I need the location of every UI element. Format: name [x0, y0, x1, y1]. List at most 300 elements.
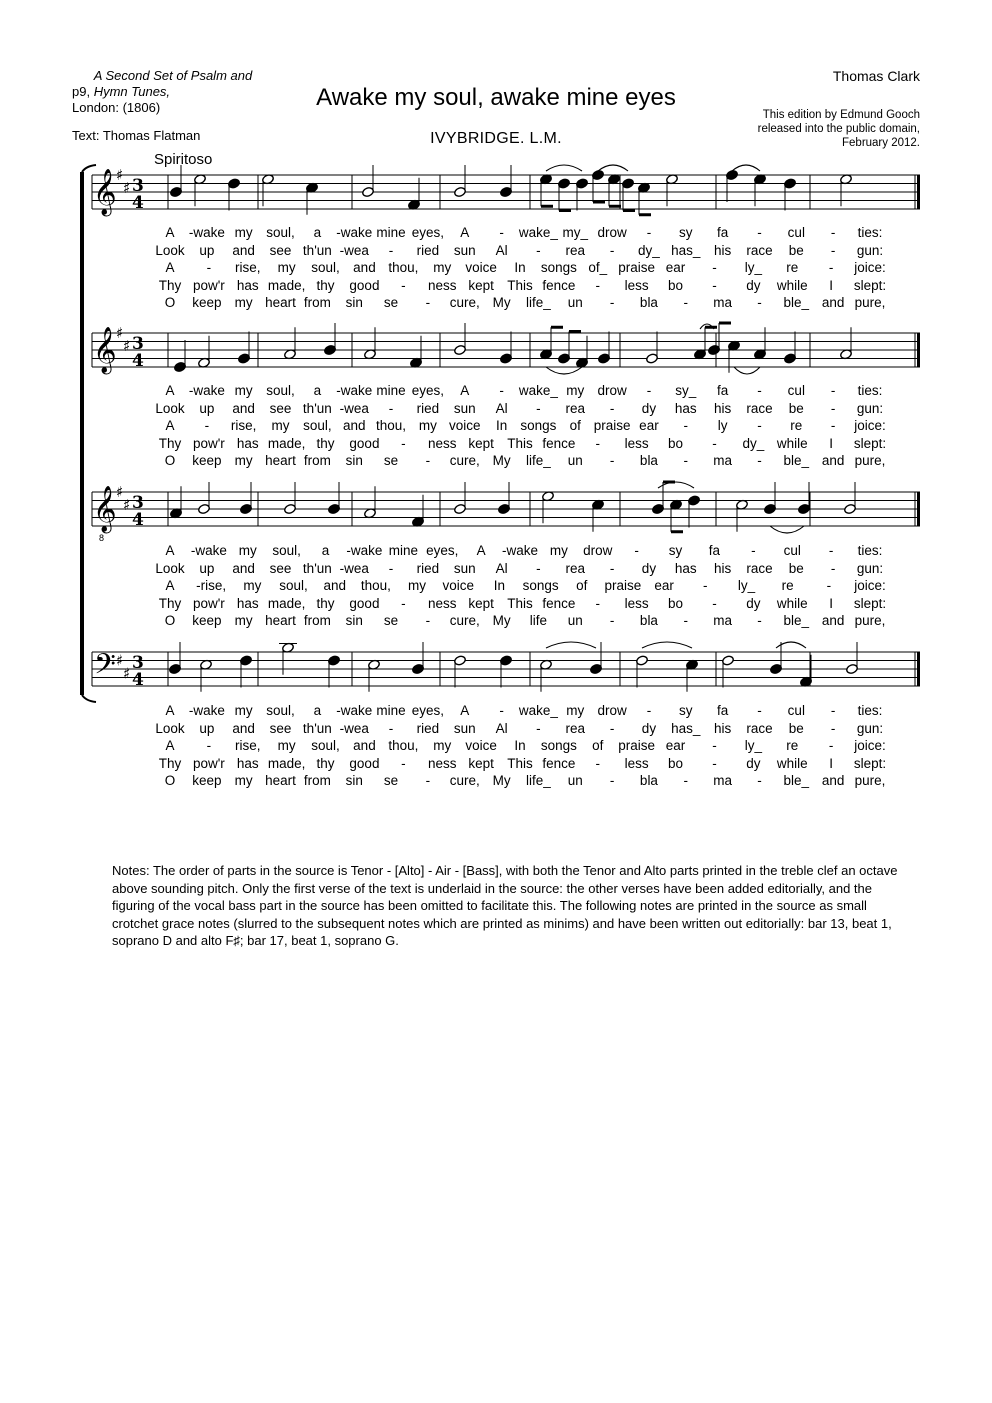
syllable: good: [349, 755, 380, 771]
syllable: while: [776, 595, 808, 611]
syllable: O: [164, 295, 176, 311]
syllable: ear: [639, 418, 659, 434]
syllable: bla: [639, 613, 658, 629]
syllable: re: [786, 738, 799, 754]
syllable: un: [567, 295, 583, 311]
syllable: soul,: [311, 260, 340, 276]
syllable: -: [830, 383, 836, 398]
syllable: -: [828, 543, 834, 558]
syllable: see: [269, 400, 292, 416]
staff-4: [92, 648, 920, 690]
syllable: thou,: [360, 578, 391, 594]
syllable: and: [232, 720, 255, 736]
syllable: ried: [416, 720, 440, 736]
quarter-note: [170, 486, 183, 519]
syllable: songs: [520, 418, 557, 434]
syllable: -: [712, 277, 717, 293]
edition-line-2: released into the public domain,: [757, 123, 920, 135]
syllable: fence: [542, 277, 576, 293]
syllable: fence: [542, 595, 576, 611]
syllable: -: [609, 560, 615, 576]
syllable: -: [757, 225, 762, 240]
syllable: sy: [679, 703, 693, 718]
eighth-note: [592, 169, 605, 202]
syllable: ried: [416, 242, 440, 258]
syllable: A: [476, 543, 486, 558]
syllable: se: [383, 773, 399, 789]
syllable: my: [566, 703, 585, 718]
syllable: ly: [717, 418, 728, 434]
syllable: Thy: [158, 435, 182, 451]
syllable: pow'r: [192, 755, 225, 771]
syllable: keep: [192, 773, 222, 789]
syllable: In: [493, 578, 506, 594]
syllable: up: [199, 400, 215, 416]
syllable: and: [232, 242, 255, 258]
syllable: -: [712, 738, 717, 754]
syllable: ness: [427, 277, 457, 293]
syllable: rea: [565, 560, 586, 576]
syllable: rea: [565, 400, 586, 416]
syllable: ear: [665, 260, 686, 276]
syllable: pure,: [854, 453, 886, 469]
syllable: has: [236, 595, 259, 611]
quarter-note: [686, 659, 699, 692]
bass-clef-icon: 𝄢: [94, 648, 116, 688]
sharp-icon: ♯: [116, 651, 124, 670]
syllable: gun:: [856, 720, 884, 736]
syllable: -wea: [339, 560, 369, 576]
syllable: -wake: [188, 703, 225, 718]
syllable: race: [746, 242, 773, 258]
syllable: sun: [453, 242, 476, 258]
verse-5: [0, 772, 992, 790]
slur: [734, 367, 760, 374]
quarter-note: [174, 340, 187, 373]
syllable: -: [388, 720, 394, 736]
syllable: -wea: [339, 720, 369, 736]
quarter-note: [412, 495, 425, 528]
syllable: -wake: [501, 543, 539, 558]
syllable: re: [781, 578, 794, 594]
syllable: -: [683, 773, 689, 789]
syllable: has: [236, 755, 259, 771]
slur: [546, 165, 582, 171]
syllable: sy_: [675, 383, 697, 398]
syllable: bla: [639, 453, 658, 469]
quarter-note: [764, 482, 777, 515]
slur: [770, 526, 804, 533]
syllable: race: [746, 560, 773, 576]
quarter-note: [688, 495, 701, 528]
syllable: and: [821, 453, 845, 469]
time-signature-upper: 3: [132, 334, 144, 354]
syllable: songs: [522, 578, 559, 594]
syllable: -: [757, 773, 762, 789]
treble-clef-icon: 𝄞: [93, 327, 117, 373]
syllable: sin: [345, 295, 363, 311]
syllable: ble_: [783, 773, 810, 789]
syllable: -: [757, 703, 762, 718]
verse-3: [0, 417, 992, 435]
syllable: and: [821, 773, 845, 789]
quarter-note: [598, 332, 611, 365]
syllable: -: [830, 242, 836, 258]
half-note: [840, 174, 853, 207]
syllable: gun:: [856, 242, 884, 258]
half-note: [454, 655, 467, 688]
verse-5: [0, 452, 992, 470]
syllable: eyes,: [411, 383, 445, 398]
syllable: praise: [604, 578, 642, 594]
quarter-note: [784, 332, 797, 365]
quarter-note: [324, 323, 337, 356]
syllable: good: [349, 277, 380, 293]
syllable: has_: [671, 242, 701, 258]
syllable: ness: [427, 435, 457, 451]
syllable: cul: [787, 225, 805, 240]
syllable: kept: [468, 277, 494, 293]
syllable: -: [595, 277, 601, 293]
syllable: my: [271, 418, 290, 434]
syllable: -: [757, 295, 762, 311]
syllable: -: [830, 418, 836, 434]
verse-1: [0, 542, 992, 560]
syllable: se: [383, 613, 399, 629]
time-signature-lower: 4: [132, 670, 144, 690]
syllable: -: [425, 295, 431, 311]
half-note: [284, 482, 297, 515]
syllable: fa: [716, 703, 729, 718]
quarter-note: [770, 642, 783, 675]
syllable: dy: [641, 720, 657, 736]
syllable: -: [757, 453, 762, 469]
syllable: soul,: [272, 543, 301, 558]
syllable: heart: [265, 453, 296, 469]
syllable: -: [830, 703, 836, 718]
syllable: mine: [376, 225, 406, 240]
syllable: -wake: [190, 543, 227, 558]
syllable: bo: [668, 435, 684, 451]
syllable: thou,: [388, 738, 419, 754]
syllable: cul: [787, 703, 805, 718]
syllable: praise: [593, 418, 631, 434]
syllable: -: [609, 613, 615, 629]
syllable: -: [712, 435, 717, 451]
final-barline-thick: [917, 175, 920, 209]
half-note: [844, 482, 857, 515]
eighth-note: [558, 332, 581, 365]
syllable: Look: [155, 400, 185, 416]
syllable: drow: [597, 225, 627, 240]
half-note: [454, 482, 467, 515]
syllable: slept:: [853, 755, 887, 771]
syllable: thy: [316, 277, 335, 293]
syllable: heart: [265, 295, 296, 311]
quarter-note: [754, 327, 767, 360]
syllable: re: [790, 418, 803, 434]
syllable: -: [826, 578, 832, 594]
syllable: th'un: [302, 242, 332, 258]
syllable: my: [566, 383, 585, 398]
syllable: I: [829, 435, 833, 451]
verse-4: [0, 755, 992, 773]
syllable: -: [388, 242, 394, 258]
syllable: th'un: [302, 400, 332, 416]
syllable: -wake: [336, 703, 373, 718]
syllable: -: [683, 418, 689, 434]
syllable: sun: [453, 720, 476, 736]
syllable: -: [536, 400, 541, 416]
final-barline-thick: [917, 652, 920, 686]
syllable: and: [323, 578, 346, 594]
syllable: my: [234, 295, 253, 311]
syllable: ma: [713, 295, 733, 311]
syllable: A: [165, 383, 175, 398]
syllable: cul: [783, 543, 801, 558]
syllable: -: [646, 225, 652, 240]
syllable: less: [624, 595, 649, 611]
syllable: fence: [542, 755, 576, 771]
syllable: dy: [746, 277, 761, 293]
quarter-note: [412, 642, 425, 675]
syllable: -: [828, 260, 834, 276]
quarter-note: [240, 655, 253, 688]
syllable: -: [609, 295, 615, 311]
half-note: [454, 323, 467, 356]
syllable: Look: [155, 560, 185, 576]
syllable: -: [425, 453, 431, 469]
syllable: -: [703, 578, 708, 594]
source-place: London: (1806): [72, 100, 161, 115]
syllable: rea: [565, 720, 586, 736]
verse-4: [0, 595, 992, 613]
syllable: ble_: [783, 613, 810, 629]
syllable: pow'r: [192, 435, 225, 451]
half-note: [368, 659, 381, 692]
syllable: from: [303, 295, 331, 311]
slur: [642, 642, 692, 648]
syllable: from: [303, 773, 331, 789]
quarter-note: [576, 336, 589, 369]
syllable: ried: [416, 560, 440, 576]
half-note: [364, 327, 377, 360]
syllable: a: [313, 703, 322, 718]
tune-name: IVYBRIDGE. L.M.: [430, 130, 562, 147]
quarter-note: [592, 499, 605, 532]
treble-clef-icon: 𝄞: [93, 169, 117, 215]
syllable: dy: [641, 400, 657, 416]
verse-1: [0, 702, 992, 720]
syllable: Al: [495, 242, 508, 258]
syllable: and: [821, 295, 845, 311]
syllable: eyes,: [426, 543, 459, 558]
syllable: gun:: [856, 400, 884, 416]
syllable: thou,: [376, 418, 407, 434]
syllable: -: [757, 613, 762, 629]
quarter-note: [306, 182, 319, 215]
syllable: up: [199, 242, 215, 258]
sharp-icon: ♯: [116, 324, 124, 342]
syllable: and: [232, 560, 255, 576]
syllable: -: [499, 383, 504, 398]
syllable: my_: [562, 225, 589, 240]
composer: Thomas Clark: [832, 68, 920, 84]
sharp-icon: ♯: [123, 664, 131, 683]
syllable: good: [349, 595, 380, 611]
syllable: see: [269, 242, 292, 258]
syllable: praise: [618, 260, 656, 276]
syllable: my: [234, 613, 253, 629]
syllable: -: [751, 543, 756, 558]
syllable: bo: [668, 755, 684, 771]
syllable: un: [567, 613, 583, 629]
syllable: gun:: [856, 560, 884, 576]
editorial-notes: Notes: The order of parts in the source is Tenor - [Alto] - Air - [Bass], with both the Tenor and Alto parts printed in the treble clef an octave above sounding pitch. Only the first verse of the text is underlaid in the source: the other verses have been added editorially, and the figuring of the vocal bass part in the source has been omitted to facilitate this. The following notes are printed in the source as small crotchet grace notes (slurred to the subsequent notes which are printed as minims) and have been written out editorially: bar 13, beat 1, soprano D and alto F♯; bar 17, beat 1, soprano G.: [112, 863, 898, 949]
syllable: -: [401, 755, 406, 771]
syllable: thy: [316, 755, 335, 771]
syllable: bo: [668, 277, 684, 293]
syllable: rise,: [235, 260, 261, 276]
syllable: -: [401, 595, 406, 611]
syllable: joice:: [854, 738, 886, 754]
syllable: and: [821, 613, 845, 629]
verse-2: [0, 242, 992, 260]
syllable: This: [507, 595, 533, 611]
syllable: -wake: [346, 543, 383, 558]
slur: [598, 165, 628, 171]
syllable: -: [683, 453, 689, 469]
syllable: slept:: [853, 277, 887, 293]
text-credit: Text: Thomas Flatman: [72, 128, 201, 143]
half-note: [198, 482, 211, 515]
verse-5: [0, 612, 992, 630]
syllable: My: [492, 295, 511, 311]
syllable: mine: [376, 383, 406, 398]
syllable: my: [243, 578, 262, 594]
syllable: see: [269, 560, 292, 576]
syllable: his: [713, 560, 732, 576]
syllable: good: [349, 435, 380, 451]
syllable: joice:: [854, 260, 886, 276]
syllable: I: [829, 755, 833, 771]
syllable: cure,: [449, 773, 480, 789]
syllable: voice: [442, 578, 474, 594]
syllable: Thy: [158, 277, 182, 293]
syllable: my: [238, 543, 257, 558]
sharp-icon: ♯: [116, 166, 124, 184]
syllable: sun: [453, 560, 476, 576]
syllable: O: [164, 453, 176, 469]
syllable: pow'r: [192, 595, 225, 611]
syllable: my: [277, 260, 296, 276]
half-note: [364, 486, 377, 519]
syllable: wake_: [518, 703, 558, 718]
syllable: ma: [713, 773, 733, 789]
verse-1: [0, 382, 992, 400]
lyrics-system-1: [0, 224, 992, 312]
syllable: -wea: [339, 400, 369, 416]
syllable: -: [536, 720, 541, 736]
syllable: ness: [427, 595, 457, 611]
syllable: -: [757, 418, 762, 434]
time-signature-upper: 3: [132, 493, 144, 513]
syllable: race: [746, 400, 773, 416]
quarter-note: [169, 642, 182, 675]
syllable: be: [788, 560, 804, 576]
syllable: voice: [465, 260, 497, 276]
syllable: slept:: [853, 435, 887, 451]
syllable: of: [576, 578, 588, 594]
syllable: My: [492, 613, 511, 629]
syllable: dy: [746, 755, 761, 771]
half-note: [840, 327, 853, 360]
syllable: drow: [597, 703, 627, 718]
syllable: dy: [641, 560, 657, 576]
syllable: -: [683, 613, 689, 629]
syllable: sun: [453, 400, 476, 416]
quarter-note: [500, 332, 513, 365]
half-note: [722, 655, 735, 688]
syllable: my: [277, 738, 296, 754]
syllable: life_: [526, 773, 551, 789]
bracket-bottom: [82, 695, 96, 702]
syllable: -: [712, 260, 717, 276]
eighth-note: [540, 327, 563, 360]
verse-4: [0, 277, 992, 295]
syllable: my: [433, 738, 452, 754]
syllable: -wea: [339, 242, 369, 258]
quarter-note: [784, 178, 797, 211]
syllable: and: [353, 738, 376, 754]
syllable: pure,: [854, 613, 886, 629]
syllable: ma: [713, 613, 733, 629]
syllable: Look: [155, 242, 185, 258]
verse-2: [0, 720, 992, 738]
syllable: -wake: [336, 225, 373, 240]
syllable: th'un: [302, 720, 332, 736]
quarter-note: [328, 655, 341, 688]
sharp-icon: ♯: [116, 483, 124, 501]
syllable: In: [495, 418, 508, 434]
syllable: soul,: [279, 578, 308, 594]
syllable: ties:: [857, 383, 883, 398]
syllable: -: [595, 435, 601, 451]
syllable: of_: [588, 260, 608, 276]
syllable: soul,: [266, 225, 295, 240]
syllable: fa: [708, 543, 721, 558]
half-note: [454, 165, 467, 198]
syllable: slept:: [853, 595, 887, 611]
final-barline-thick: [917, 492, 920, 526]
syllable: heart: [265, 773, 296, 789]
syllable: A: [165, 225, 175, 240]
sharp-icon: ♯: [123, 178, 131, 197]
syllable: a: [313, 383, 322, 398]
syllable: fa: [716, 383, 729, 398]
syllable: un: [567, 453, 583, 469]
syllable: joice:: [854, 578, 886, 594]
syllable: A: [165, 543, 175, 558]
syllable: less: [624, 277, 649, 293]
slur: [732, 165, 760, 171]
syllable: heart: [265, 613, 296, 629]
syllable: I: [829, 277, 833, 293]
syllable: -: [595, 595, 601, 611]
syllable: se: [383, 295, 399, 311]
syllable: ties:: [857, 703, 883, 718]
syllable: ly_: [744, 738, 762, 754]
